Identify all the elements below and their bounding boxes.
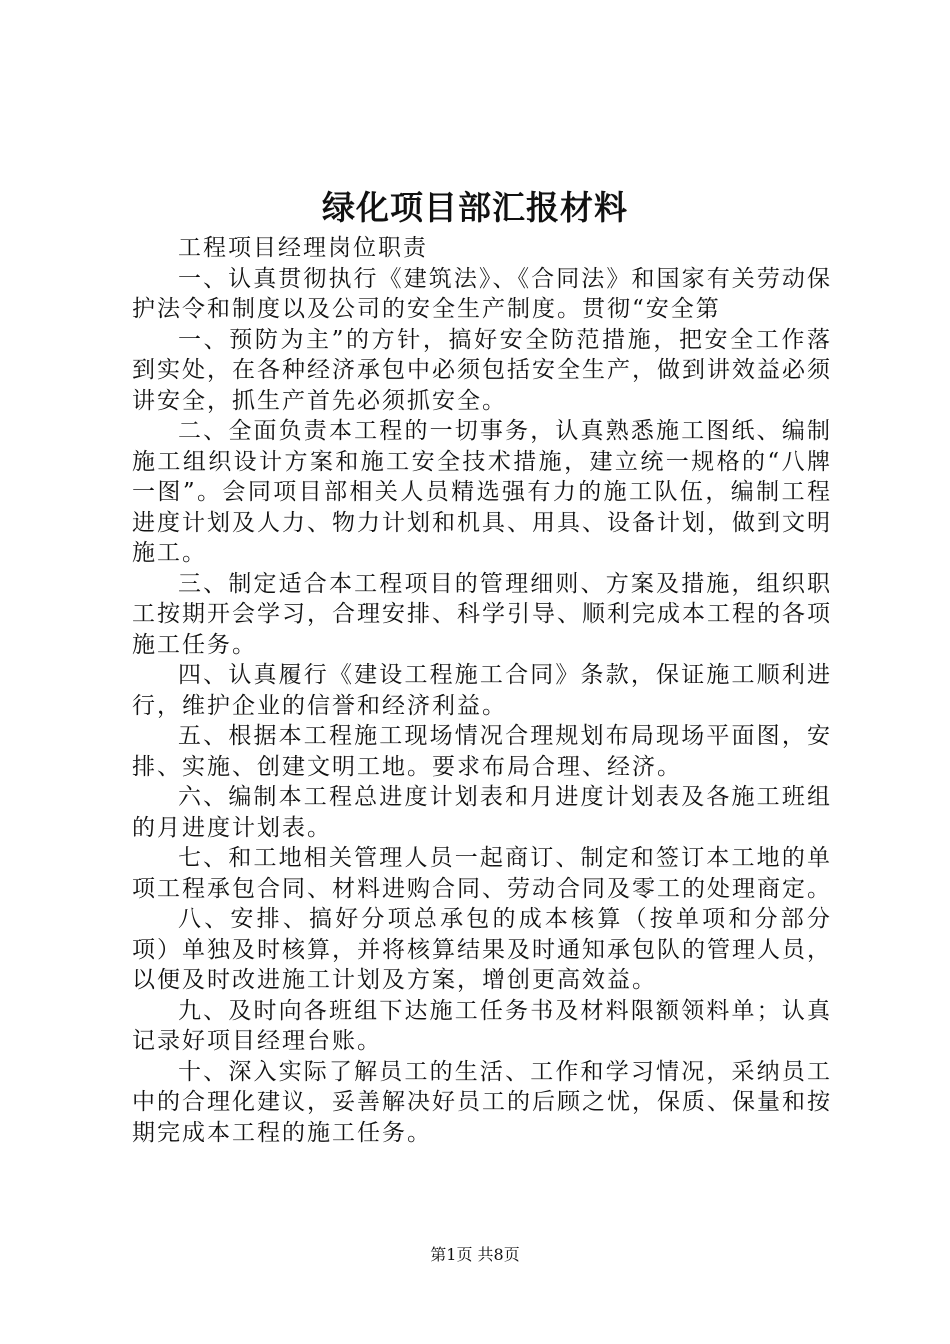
paragraph-9: 八、安排、搞好分项总承包的成本核算（按单项和分部分项）单独及时核算，并将核算结果及时通知承包队的管理人员，以便及时改进施工计划及方案，增创更高效益。 (132, 906, 832, 993)
paragraph-2: 一、预防为主”的方针，搞好安全防范措施，把安全工作落到实处，在各种经济承包中必须包括安全生产，做到讲效益必须讲安全，抓生产首先必须抓安全。 (132, 326, 832, 414)
page-footer: 第1页 共8页 (430, 1245, 520, 1264)
paragraph-4: 三、制定适合本工程项目的管理细则、方案及措施，组织职工按期开会学习，合理安排、科学引导、顺利完成本工程的各项施工任务。 (132, 570, 832, 658)
document-title: 绿化项目部汇报材料 (322, 188, 628, 227)
section-heading: 工程项目经理岗位职责 (178, 235, 428, 261)
paragraph-1: 一、认真贯彻执行《建筑法》、《合同法》和国家有关劳动保护法令和制度以及公司的安全生产制度。贯彻“安全第 (132, 265, 832, 322)
paragraph-10: 九、及时向各班组下达施工任务书及材料限额领料单；认真记录好项目经理台账。 (132, 997, 832, 1054)
paragraph-8: 七、和工地相关管理人员一起商订、制定和签订本工地的单项工程承包合同、材料进购合同、劳动合同及零工的处理商定。 (132, 845, 832, 902)
paragraph-6: 五、根据本工程施工现场情况合理规划布局现场平面图，安排、实施、创建文明工地。要求布局合理、经济。 (132, 723, 832, 780)
paragraph-7: 六、编制本工程总进度计划表和月进度计划表及各施工班组的月进度计划表。 (132, 784, 832, 841)
paragraph-5: 四、认真履行《建设工程施工合同》条款，保证施工顺利进行，维护企业的信誉和经济利益。 (132, 662, 832, 719)
paragraph-11: 十、深入实际了解员工的生活、工作和学习情况，采纳员工中的合理化建议，妥善解决好员工的后顾之忧，保质、保量和按期完成本工程的施工任务。 (132, 1058, 832, 1146)
document-body (132, 233, 832, 1148)
paragraph-3: 二、全面负责本工程的一切事务，认真熟悉施工图纸、编制施工组织设计方案和施工安全技术措施，建立统一规格的“八牌一图”。会同项目部相关人员精选强有力的施工队伍，编制工程进度计划及人力、物力计划和机具、用具、设备计划，做到文明施工。 (132, 418, 832, 566)
